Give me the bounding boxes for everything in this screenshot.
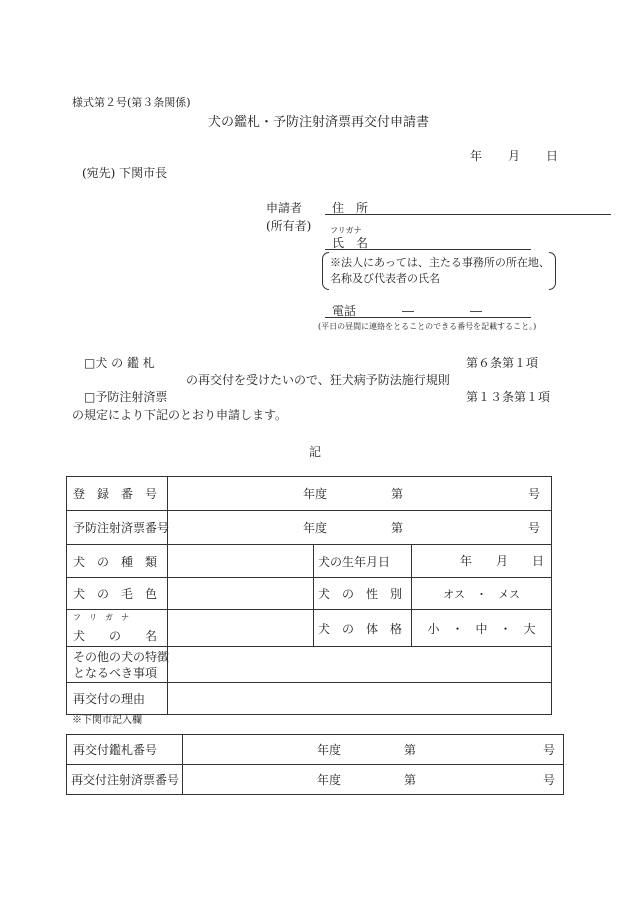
reissue-vacc-label: 再交付注射済票番号 — [71, 773, 180, 787]
reissue-tag-dai: 第 — [404, 743, 417, 757]
birthdate-label-cell — [314, 545, 412, 578]
option2-article: 第１３条第１項 — [466, 390, 551, 404]
reissue-tag-go: 号 — [543, 743, 556, 757]
reg-nendo: 年度 — [303, 487, 328, 501]
size-label: 犬 の 体 格 — [318, 621, 403, 636]
city-use-table — [66, 734, 564, 795]
vacc-dai: 第 — [391, 521, 404, 535]
reissue-tag-label-cell — [67, 735, 183, 765]
name-line — [325, 249, 531, 250]
reissue-vacc-nendo: 年度 — [317, 773, 342, 787]
note-bracket-left — [322, 252, 329, 290]
ki-heading: 記 — [309, 445, 322, 459]
birthdate-value-cell — [412, 545, 552, 578]
color-label: 犬 の 毛 色 — [73, 587, 158, 601]
breed-label-cell — [67, 545, 168, 578]
phone-label: 電話 — [332, 304, 357, 318]
size-label-cell — [314, 610, 412, 647]
birth-year: 年 — [460, 554, 473, 568]
reason-label-cell — [67, 683, 168, 715]
addressee: (宛先) 下関市長 — [82, 166, 168, 180]
table-row-vaccination — [67, 511, 552, 545]
reissue-tag-label: 再交付鑑札番号 — [73, 743, 158, 757]
reissue-tag-nendo: 年度 — [317, 743, 342, 757]
breed-value-cell — [168, 545, 314, 578]
birth-day: 日 — [532, 554, 545, 568]
note-bracket-right — [549, 252, 556, 290]
furigana-label: フリガナ — [330, 226, 362, 235]
corporate-note-line2: 名称及び代表者の氏名 — [330, 272, 440, 285]
address-label: 住 所 — [332, 201, 369, 215]
table-row-features — [67, 647, 552, 683]
city-section-note: ※下関市記入欄 — [72, 715, 142, 726]
sex-options: オス ・ メス — [443, 587, 520, 601]
form-title: 犬の鑑札・予防注射済票再交付申請書 — [208, 115, 430, 130]
reissue-vacc-value-cell — [183, 765, 564, 795]
table-row-reason — [67, 683, 552, 715]
sex-value-cell — [412, 578, 552, 610]
request-middle-text: の再交付を受けたいので、狂犬病予防法施行規則 — [186, 373, 450, 387]
phone-line — [325, 317, 531, 318]
option-vaccination-tag-checkbox[interactable]: □予防注射済票 — [84, 390, 168, 404]
application-table — [66, 476, 552, 715]
reason-label: 再交付の理由 — [73, 692, 146, 706]
table-row-color — [67, 578, 552, 610]
reissue-tag-value-cell — [183, 735, 564, 765]
birthdate-label: 犬の生年月日 — [318, 554, 391, 569]
date-day: 日 — [546, 149, 559, 163]
birth-month: 月 — [496, 554, 509, 568]
corporate-note-line1: ※法人にあっては、主たる事務所の所在地、 — [330, 256, 550, 269]
vacc-number-value-cell — [168, 511, 552, 545]
table-row-reissue-vacc — [67, 765, 564, 795]
address-line — [325, 214, 611, 215]
phone-dash-2: ― — [470, 304, 482, 318]
color-value-cell — [168, 578, 314, 610]
reg-number-value-cell — [168, 477, 552, 511]
form-number: 様式第２号(第３条関係) — [72, 96, 191, 109]
applicant-label: 申請者 — [266, 201, 303, 215]
reg-go: 号 — [528, 487, 541, 501]
dog-name-furigana: フ リ ガ ナ — [73, 613, 129, 622]
phone-note: (平日の昼間に連絡をとることのできる番号を記載すること。) — [318, 322, 537, 331]
option-dog-tag-checkbox[interactable]: □犬 の 鑑 札 — [84, 356, 155, 370]
reason-value-cell — [168, 683, 552, 715]
dog-name-value-cell — [168, 610, 314, 647]
reg-number-label: 登 録 番 号 — [73, 487, 158, 501]
size-options: 小 ・ 中 ・ 大 — [427, 621, 536, 636]
date-year: 年 — [470, 149, 483, 163]
dog-name-label-cell — [67, 610, 168, 647]
reg-number-label-cell — [67, 477, 168, 511]
color-label-cell — [67, 578, 168, 610]
owner-label: (所有者) — [266, 219, 312, 233]
reissue-vacc-go: 号 — [543, 773, 556, 787]
table-row-reissue-tag — [67, 735, 564, 765]
phone-dash-1: ― — [402, 304, 414, 318]
features-label-line1: その他の犬の特徴 — [73, 650, 170, 664]
vacc-go: 号 — [528, 521, 541, 535]
option1-article: 第６条第１項 — [466, 356, 539, 370]
size-value-cell — [412, 610, 552, 647]
table-row-registration — [67, 477, 552, 511]
date-month: 月 — [508, 149, 521, 163]
sex-label-cell — [314, 578, 412, 610]
vacc-number-label: 予防注射済票番号 — [73, 521, 170, 535]
reissue-vacc-label-cell — [67, 765, 183, 795]
vacc-nendo: 年度 — [303, 521, 328, 535]
request-closing-text: の規定により下記のとおり申請します。 — [72, 408, 288, 422]
features-value-cell — [168, 647, 552, 683]
table-row-breed — [67, 545, 552, 578]
features-label-line2: となるべき事項 — [73, 666, 158, 680]
breed-label: 犬 の 種 類 — [73, 554, 158, 569]
table-row-name — [67, 610, 552, 647]
sex-label: 犬 の 性 別 — [318, 587, 403, 601]
name-label: 氏 名 — [332, 236, 369, 250]
dog-name-label: 犬 の 名 — [73, 629, 158, 643]
vacc-number-label-cell — [67, 511, 168, 545]
reg-dai: 第 — [391, 487, 404, 501]
reissue-vacc-dai: 第 — [404, 773, 417, 787]
features-label-cell — [67, 647, 168, 683]
